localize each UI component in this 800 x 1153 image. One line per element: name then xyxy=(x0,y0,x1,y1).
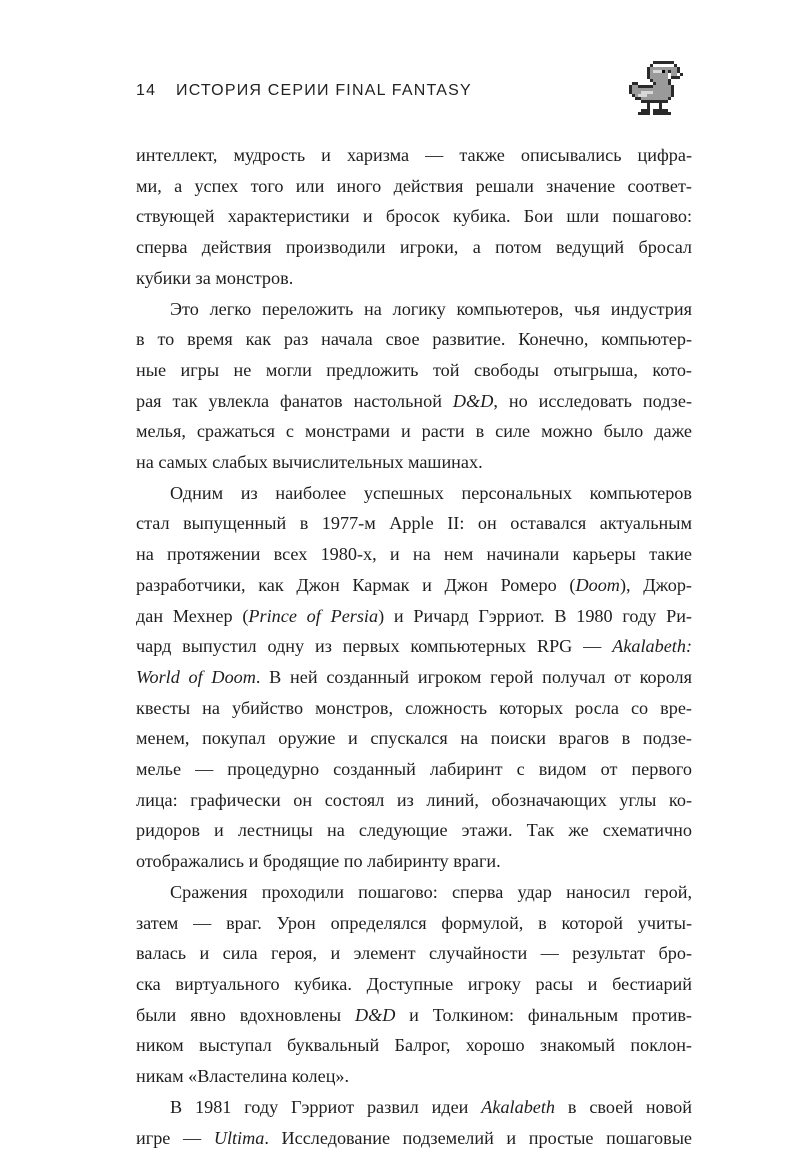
text-line xyxy=(136,662,692,693)
text-run: в то время как раз начала свое развитие. Конечно, компьютер- xyxy=(136,329,692,349)
text-line xyxy=(136,1123,692,1153)
text-run: ные игры не могли предложить той свободы отыгрыша, кото- xyxy=(136,360,692,380)
italic-title: Akalabeth: xyxy=(612,636,692,656)
text-line xyxy=(136,570,692,601)
text-line xyxy=(136,723,692,754)
text-run: ) и Ричард Гэрриот. В 1980 году Ри- xyxy=(378,606,692,626)
text-run: отображались и бродящие по лабиринту враги. xyxy=(136,851,501,871)
text-run: игре — xyxy=(136,1128,214,1148)
text-line xyxy=(136,938,692,969)
text-run: затем — враг. Урон определялся формулой, в которой учиты- xyxy=(136,913,692,933)
text-run: и Толкином: финальным против- xyxy=(395,1005,692,1025)
text-run: никам «Властелина колец». xyxy=(136,1066,349,1086)
text-run: в своей новой xyxy=(555,1097,692,1117)
text-run: квесты на убийство монстров, сложность которых росла со вре- xyxy=(136,698,692,718)
text-run: на самых слабых вычислительных машинах. xyxy=(136,452,483,472)
text-run: на протяжении всех 1980-х, и на нем начинали карьеры такие xyxy=(136,544,692,564)
text-line xyxy=(136,324,692,355)
text-run: ствующей характеристики и бросок кубика. Бои шли пошагово: xyxy=(136,206,692,226)
page-number: 14 xyxy=(136,82,176,100)
text-line xyxy=(136,754,692,785)
text-line xyxy=(136,508,692,539)
text-run: дан Мехнер ( xyxy=(136,606,248,626)
text-line xyxy=(136,478,692,509)
text-run: валась и сила героя, и элемент случайности — результат бро- xyxy=(136,943,692,963)
text-line xyxy=(136,631,692,662)
italic-title: D&D xyxy=(355,1005,395,1025)
text-line xyxy=(136,140,692,171)
paragraph xyxy=(136,877,692,1092)
paragraph xyxy=(136,478,692,877)
text-run: лица: графически он состоял из линий, обозначающих углы ко- xyxy=(136,790,692,810)
text-line xyxy=(136,693,692,724)
paragraph xyxy=(136,1092,692,1153)
running-title: ИСТОРИЯ СЕРИИ FINAL FANTASY xyxy=(176,82,472,99)
text-run: ми, а успех того или иного действия решали значение соответ- xyxy=(136,176,692,196)
text-line xyxy=(136,416,692,447)
italic-title: Doom xyxy=(575,575,619,595)
italic-title: Ultima xyxy=(214,1128,265,1148)
text-line xyxy=(136,232,692,263)
text-line xyxy=(136,447,692,478)
text-run: . В ней созданный игроком герой получал от короля xyxy=(256,667,692,687)
text-line xyxy=(136,846,692,877)
chocobo-pixel-icon xyxy=(626,58,686,118)
text-run: Сражения проходили пошагово: сперва удар наносил герой, xyxy=(170,882,692,902)
text-run: чард выпустил одну из первых компьютерных RPG — xyxy=(136,636,612,656)
text-line xyxy=(136,601,692,632)
text-run: ска виртуального кубика. Доступные игроку расы и бестиарий xyxy=(136,974,692,994)
text-run: интеллект, мудрость и харизма — также описывались цифра- xyxy=(136,145,692,165)
text-run: Одним из наиболее успешных персональных компьютеров xyxy=(170,483,692,503)
text-line xyxy=(136,294,692,325)
text-line xyxy=(136,1061,692,1092)
italic-title: D&D xyxy=(453,391,493,411)
paragraph xyxy=(136,140,692,294)
text-line xyxy=(136,969,692,1000)
running-header xyxy=(136,82,472,100)
text-run: , но исследовать подзе- xyxy=(493,391,692,411)
text-run: были явно вдохновлены xyxy=(136,1005,355,1025)
text-run: мелья, сражаться с монстрами и расти в силе можно было даже xyxy=(136,421,692,441)
text-run: рая так увлекла фанатов настольной xyxy=(136,391,453,411)
text-line xyxy=(136,539,692,570)
text-line xyxy=(136,1000,692,1031)
text-run: сперва действия производили игроки, а потом ведущий бросал xyxy=(136,237,692,257)
text-run: ридоров и лестницы на следующие этажи. Так же схематично xyxy=(136,820,692,840)
italic-title: Akalabeth xyxy=(481,1097,555,1117)
text-run: ), Джор- xyxy=(620,575,692,595)
text-run: Это легко переложить на логику компьютеров, чья индустрия xyxy=(170,299,692,319)
text-run: В 1981 году Гэрриот развил идеи xyxy=(170,1097,481,1117)
italic-title: World of Doom xyxy=(136,667,256,687)
text-run: . Исследование подземелий и простые пошаговые xyxy=(264,1128,692,1148)
text-run: кубики за монстров. xyxy=(136,268,293,288)
text-run: стал выпущенный в 1977-м Apple II: он оставался актуальным xyxy=(136,513,692,533)
text-line xyxy=(136,785,692,816)
body-text xyxy=(136,140,692,1153)
text-line xyxy=(136,908,692,939)
text-line xyxy=(136,1092,692,1123)
text-line xyxy=(136,263,692,294)
text-line xyxy=(136,355,692,386)
text-line xyxy=(136,171,692,202)
paragraph xyxy=(136,294,692,478)
text-run: менем, покупал оружие и спускался на поиски врагов в подзе- xyxy=(136,728,692,748)
text-run: разработчики, как Джон Кармак и Джон Ромеро ( xyxy=(136,575,575,595)
text-run: мелье — процедурно созданный лабиринт с видом от первого xyxy=(136,759,692,779)
text-line xyxy=(136,201,692,232)
text-line xyxy=(136,1030,692,1061)
italic-title: Prince of Persia xyxy=(248,606,378,626)
text-run: ником выступал буквальный Балрог, хорошо знакомый поклон- xyxy=(136,1035,692,1055)
text-line xyxy=(136,815,692,846)
text-line xyxy=(136,877,692,908)
text-line xyxy=(136,386,692,417)
